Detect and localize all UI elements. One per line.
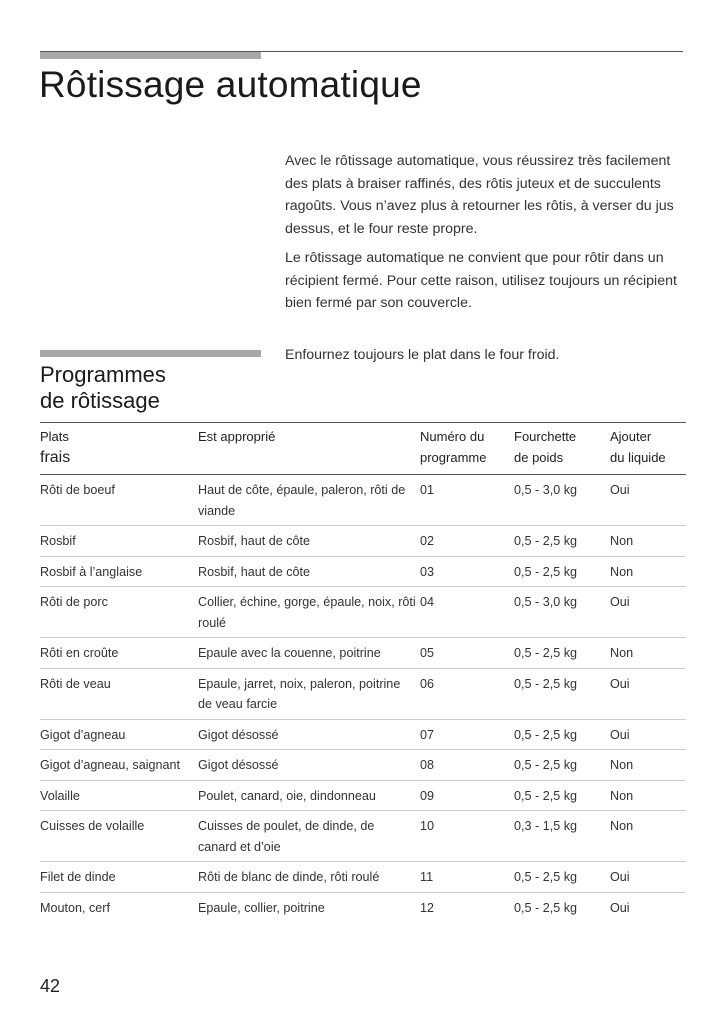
cell-plat: Rôti de porc	[40, 595, 108, 609]
cell-approprie: Haut de côte, épaule, paleron, rôti de viande	[198, 483, 406, 518]
table-row	[40, 892, 686, 922]
cell-approprie: Epaule avec la couenne, poitrine	[198, 646, 381, 660]
section-title-line1: Programmes	[40, 362, 166, 387]
cell-programme: 01	[420, 483, 435, 497]
cell-programme: 05	[420, 646, 435, 660]
cell-programme: 10	[420, 819, 435, 833]
cell-liquide: Non	[610, 646, 634, 660]
cell-approprie: Poulet, canard, oie, dindonneau	[198, 788, 376, 803]
cell-plat: Filet de dinde	[40, 870, 116, 884]
cell-programme: 09	[420, 788, 435, 803]
title-accent-bar	[40, 52, 261, 59]
cell-plat: Rosbif	[40, 534, 76, 548]
cell-plat: Rôti de boeuf	[40, 483, 115, 497]
roasting-programs-table	[40, 422, 686, 922]
cell-liquide: Oui	[610, 595, 630, 609]
table-row	[40, 587, 686, 638]
cell-poids: 0,5 - 2,5 kg	[514, 870, 578, 884]
cell-liquide: Non	[610, 564, 634, 579]
cell-programme: 04	[420, 595, 435, 609]
cell-approprie: Epaule, jarret, noix, paleron, poitrine de veau farcie	[198, 676, 401, 711]
header-programme: Numéro du programme	[420, 429, 487, 465]
cell-plat: Rôti en croûte	[40, 646, 119, 660]
section-title	[40, 362, 260, 414]
table-row	[40, 556, 686, 587]
section-title-line2: de rôtissage	[40, 388, 160, 413]
page-title: Rôtissage automatique	[39, 64, 422, 105]
cell-plat: Gigot d’agneau	[40, 727, 126, 742]
note-text: Enfournez toujours le plat dans le four froid.	[285, 347, 560, 363]
cell-liquide: Non	[610, 534, 634, 548]
cell-plat: Rôti de veau	[40, 676, 111, 691]
page-number: 42	[40, 976, 61, 996]
cell-liquide: Oui	[610, 900, 630, 915]
cell-liquide: Oui	[610, 870, 630, 884]
cell-poids: 0,5 - 2,5 kg	[514, 646, 578, 660]
cell-poids: 0,3 - 1,5 kg	[514, 819, 578, 833]
intro-text	[285, 150, 685, 322]
cell-programme: 08	[420, 758, 435, 772]
cell-poids: 0,5 - 2,5 kg	[514, 564, 578, 579]
intro-paragraph-2: Le rôtissage automatique ne convient que pour rôtir dans un récipient fermé. Pour cette raison, utilisez toujours un récipient bien fermé par son couvercle.	[285, 250, 677, 311]
cell-approprie: Rosbif, haut de côte	[198, 534, 311, 548]
table-header-row	[40, 423, 686, 475]
header-plats: Plats frais	[40, 429, 71, 466]
cell-liquide: Non	[610, 758, 634, 772]
table-row	[40, 526, 686, 557]
cell-liquide: Oui	[610, 727, 630, 742]
cell-plat: Mouton, cerf	[40, 900, 110, 915]
cell-plat: Gigot d’agneau, saignant	[40, 758, 181, 772]
cell-plat: Volaille	[40, 788, 80, 803]
cell-approprie: Cuisses de poulet, de dinde, de canard et d’oie	[198, 819, 375, 854]
cell-poids: 0,5 - 2,5 kg	[514, 727, 578, 742]
cell-poids: 0,5 - 2,5 kg	[514, 788, 578, 803]
cell-approprie: Rôti de blanc de dinde, rôti roulé	[198, 870, 380, 884]
cell-poids: 0,5 - 3,0 kg	[514, 483, 578, 497]
table-row	[40, 475, 686, 526]
cell-approprie: Rosbif, haut de côte	[198, 564, 311, 579]
cell-poids: 0,5 - 2,5 kg	[514, 676, 578, 691]
cell-liquide: Non	[610, 788, 634, 803]
table-row	[40, 750, 686, 781]
cell-liquide: Oui	[610, 676, 630, 691]
cell-approprie: Gigot désossé	[198, 758, 279, 772]
table-body	[40, 475, 686, 923]
intro-paragraph-1: Avec le rôtissage automatique, vous réussirez très facilement des plats à braiser raffinés, des rôtis juteux et de succulents ragoûts. Vous n’avez plus à retourner les rôtis, à verser du jus dessus, et le four reste propre.	[285, 153, 674, 237]
cell-approprie: Epaule, collier, poitrine	[198, 900, 325, 915]
cell-programme: 07	[420, 727, 435, 742]
cell-programme: 06	[420, 676, 435, 691]
cell-poids: 0,5 - 2,5 kg	[514, 900, 578, 915]
table-row	[40, 811, 686, 862]
table-row	[40, 719, 686, 750]
cell-liquide: Oui	[610, 483, 630, 497]
cell-programme: 11	[420, 870, 434, 884]
cell-plat: Rosbif à l’anglaise	[40, 564, 143, 579]
cell-approprie: Collier, échine, gorge, épaule, noix, rôti roulé	[198, 595, 416, 630]
table-row	[40, 668, 686, 719]
table-row	[40, 862, 686, 893]
header-est-approprie: Est approprié	[198, 429, 276, 444]
cell-programme: 12	[420, 900, 435, 915]
cell-plat: Cuisses de volaille	[40, 819, 145, 833]
cell-poids: 0,5 - 2,5 kg	[514, 758, 578, 772]
cell-liquide: Non	[610, 819, 634, 833]
cell-approprie: Gigot désossé	[198, 727, 279, 742]
table-row	[40, 638, 686, 669]
header-liquide: Ajouter du liquide	[610, 429, 666, 465]
cell-programme: 02	[420, 534, 435, 548]
table-row	[40, 780, 686, 811]
cell-poids: 0,5 - 3,0 kg	[514, 595, 578, 609]
cell-poids: 0,5 - 2,5 kg	[514, 534, 578, 548]
cell-programme: 03	[420, 564, 435, 579]
section-accent-bar	[40, 350, 261, 357]
header-poids: Fourchette de poids	[514, 429, 577, 465]
